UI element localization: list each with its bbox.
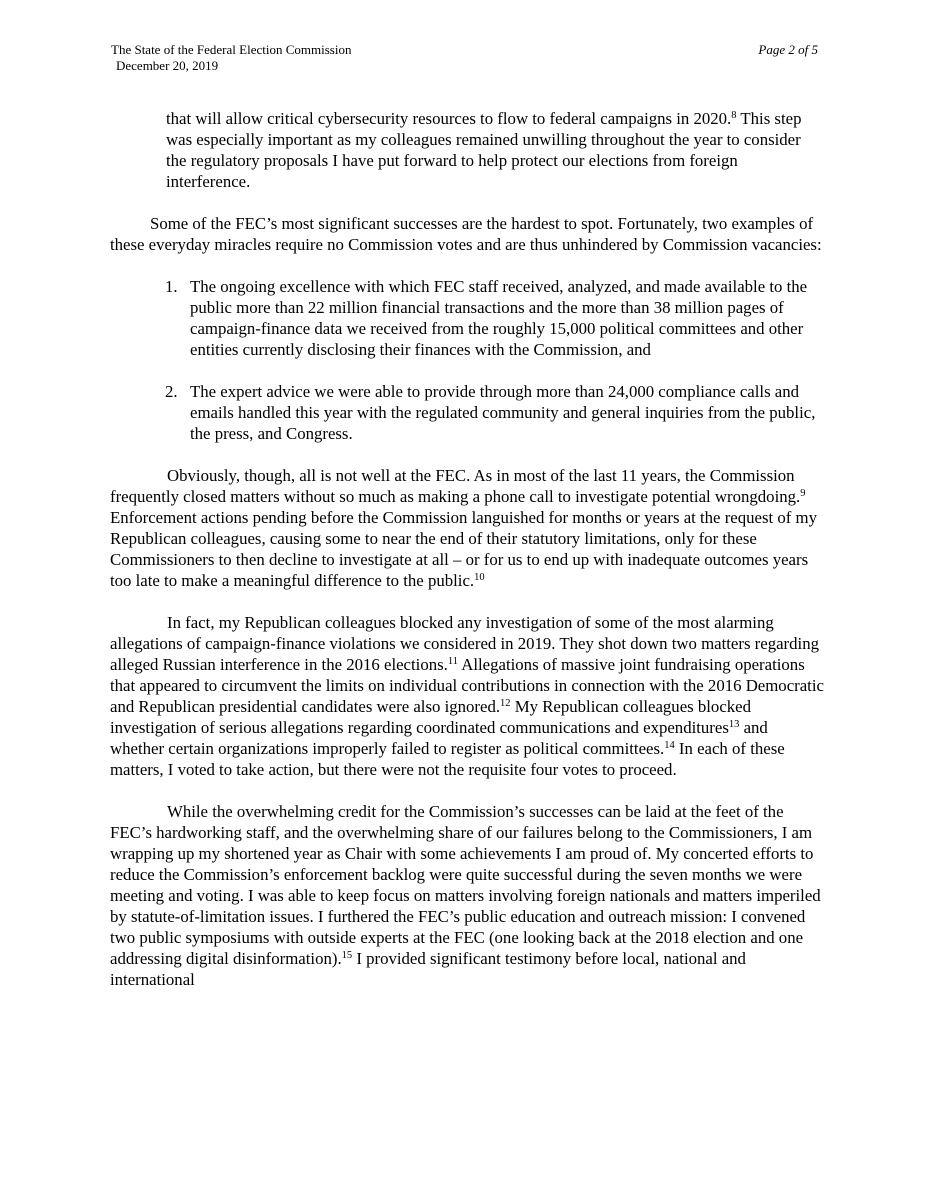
page-number: Page 2 of 5 [758, 42, 818, 57]
footnote-ref: 11 [447, 656, 458, 667]
continued-paragraph: that will allow critical cybersecurity resources to flow to federal campaigns in 2020.$^8$ This step was especially important as my colleagues remained unwilling throughout the year to consider the regulatory proposals I have put forward to help protect our elections from foreign interference. [166, 109, 802, 191]
numbered-list [110, 276, 825, 444]
footnote-ref: 8 [731, 110, 737, 121]
footnote-ref: 12 [500, 698, 511, 709]
document-body [110, 108, 825, 1011]
footnote-ref: 9 [800, 488, 806, 499]
list-item: 2. The expert advice we were able to provide through more than 24,000 compliance calls and emails handled this year with the regulated community and general inquiries from the public, the press, and Congress. [165, 382, 816, 443]
paragraph: Some of the FEC’s most significant successes are the hardest to spot. Fortunately, two examples of these everyday miracles require no Commission votes and are thus unhindered by Commission vacancies: [110, 214, 822, 254]
paragraph: While the overwhelming credit for the Commission’s successes can be laid at the feet of the FEC’s hardworking staff, and the overwhelming share of our failures belong to the Commissioners, I am wrapping up my shortened year as Chair with some achievements I am proud of. My concerted efforts to reduce the Commission’s enforcement backlog were quite successful during the seven months we were meeting and voting. I was able to keep focus on matters involving foreign nationals and matters imperiled by statute-of-limitation issues. I furthered the FEC’s public education and outreach mission: I convened two public symposiums with outside experts at the FEC (one looking back at the 2018 election and one addressing digital disinformation).$^{15}$ I provided significant testimony before local, national and international [110, 802, 821, 989]
footnote-ref: 10 [474, 572, 485, 583]
paragraph: In fact, my Republican colleagues blocked any investigation of some of the most alarming allegations of campaign-finance violations we considered in 2019. They shot down two matters regarding alleged Russian interference in the 2016 elections.$^{11}$ Allegations of massive joint fundraising operations that appeared to circumvent the limits on individual contributions in connection with the 2016 Democratic and Republican presidential candidates were also ignored.$^{12}$ My Republican colleagues blocked investigation of serious allegations regarding coordinated communications and expenditures$^{13}$ and whether certain organizations improperly failed to register as political committees.$^{14}$ In each of these matters, I voted to take action, but there were not the requisite four votes to proceed. [110, 613, 824, 779]
document-date: December 20, 2019 [116, 58, 219, 73]
document-title: The State of the Federal Election Commission [111, 42, 352, 57]
footnote-ref: 15 [341, 950, 353, 961]
list-item: 1. The ongoing excellence with which FEC staff received, analyzed, and made available to the public more than 22 million financial transactions and the more than 38 million pages of campaign-finance data we received from the roughly 15,000 political committees and other entities currently disclosing their finances with the Commission, and [165, 277, 808, 359]
document-header [111, 42, 351, 74]
paragraph: Obviously, though, all is not well at the FEC. As in most of the last 11 years, the Commission frequently closed matters without so much as making a phone call to investigate potential wrongdoing.$^9$ Enforcement actions pending before the Commission languished for months or years at the request of my Republican colleagues, causing some to near the end of their statutory limitations, only for these Commissioners to then decline to investigate at all – or for us to end up with inadequate outcomes years too late to make a meaningful difference to the public.$^{10}$ [110, 466, 817, 590]
footnote-ref: 14 [664, 740, 675, 751]
footnote-ref: 13 [728, 719, 740, 730]
